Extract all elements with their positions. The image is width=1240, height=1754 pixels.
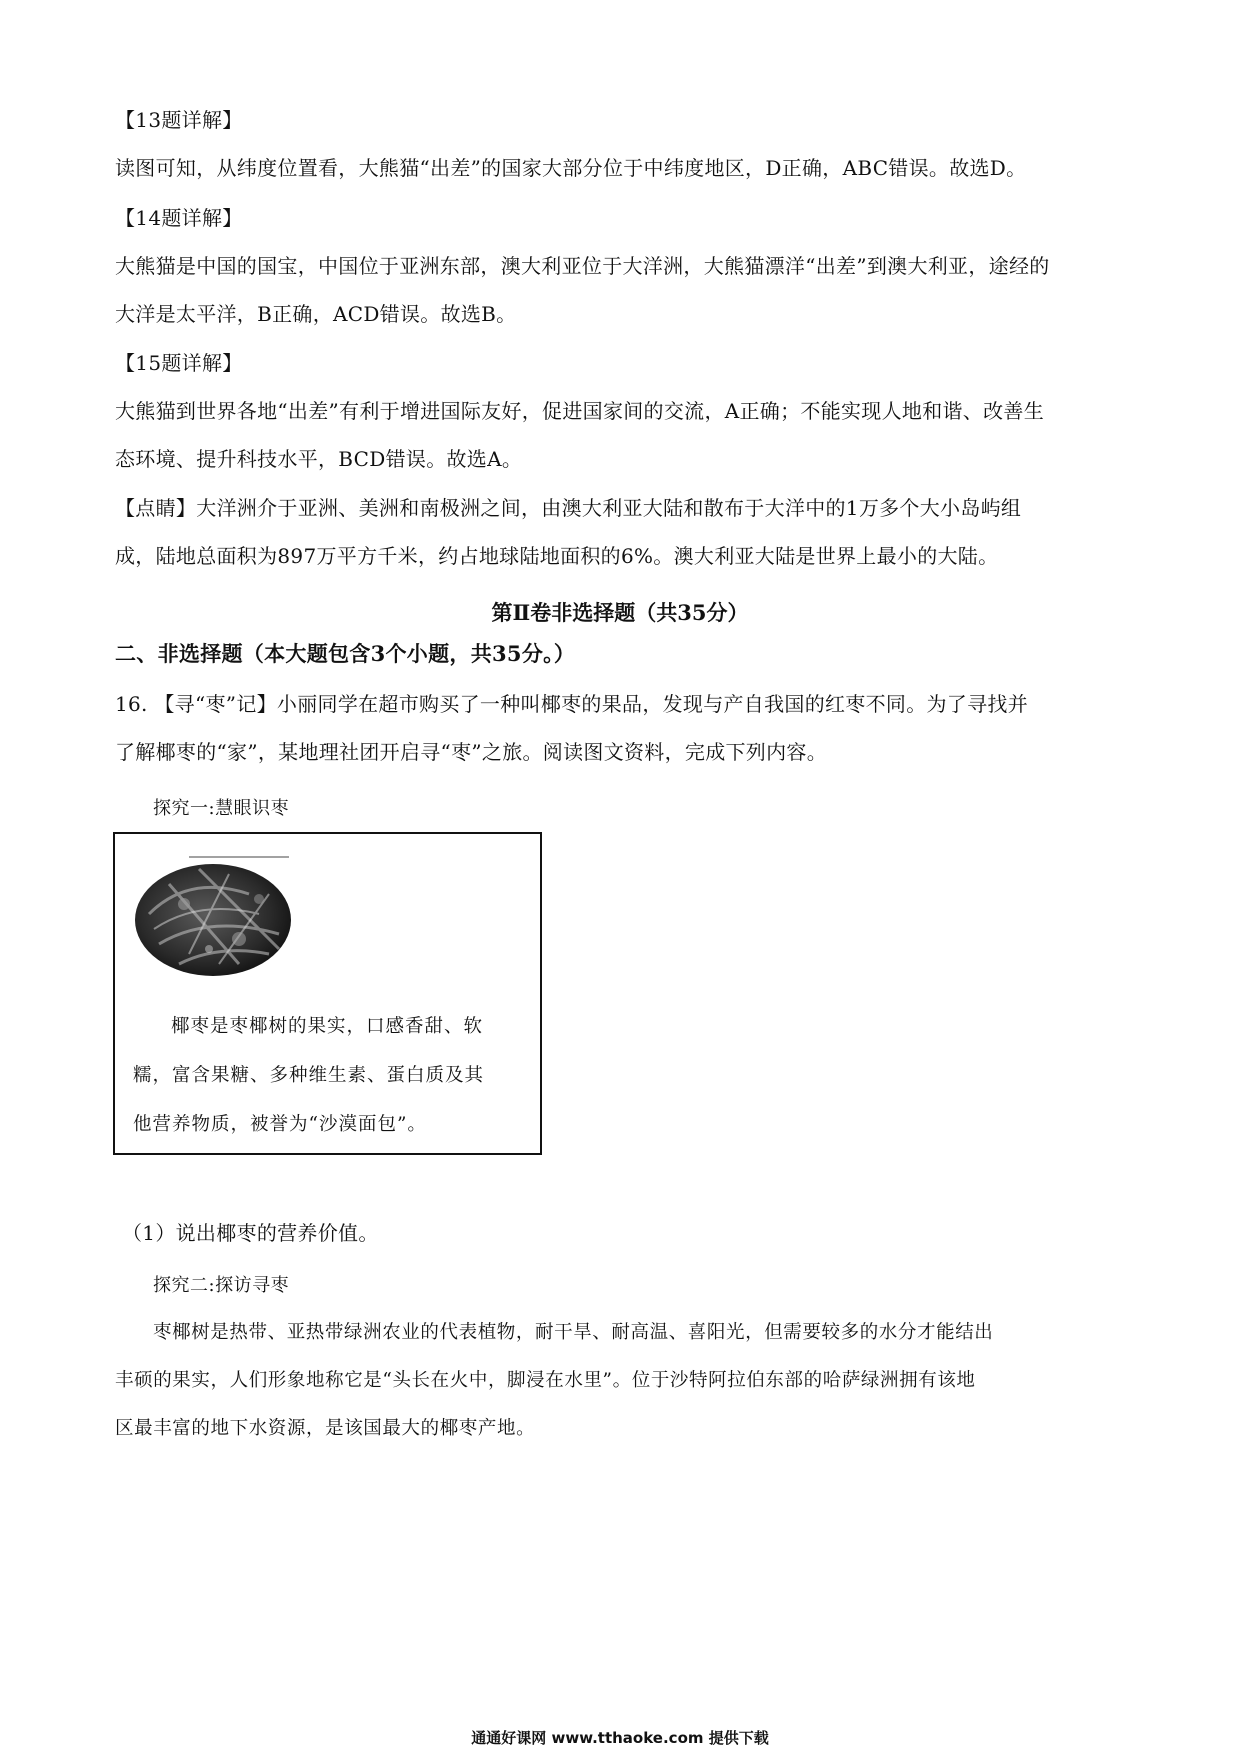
date-info-box: [113, 832, 542, 1155]
tip-line2: 成，陆地总面积为897万平方千米，约占地球陆地面积的6%。澳大利亚大陆是世界上最小的大陆。: [115, 544, 999, 568]
para2-line3: 区最丰富的地下水资源，是该国最大的椰枣产地。: [115, 1418, 536, 1439]
date-fruit-image: [129, 854, 293, 978]
footer: 通通好课网 www.tthaoke.com 提供下载: [471, 1729, 769, 1747]
question16-line1: 16. 【寻“枣”记】小丽同学在超市购买了一种叫椰枣的果品，发现与产自我国的红枣不同。为了寻找并: [115, 692, 1029, 716]
box-line1: 椰枣是枣椰树的果实，口感香甜、软: [171, 1016, 484, 1037]
answer-14-line1: 大熊猫是中国的国宝，中国位于亚洲东部，澳大利亚位于大洋洲，大熊猫漂洋“出差”到澳大利亚，途经的: [115, 254, 1050, 278]
heading-15: 【15题详解】: [115, 351, 243, 375]
para2-line1: 枣椰树是热带、亚热带绿洲农业的代表植物，耐干旱、耐高温、喜阳光，但需要较多的水分才能结出: [153, 1322, 994, 1343]
part-heading: 二、非选择题（本大题包含3个小题，共35分。）: [115, 641, 576, 666]
tip-line1: 【点睛】大洋洲介于亚洲、美洲和南极洲之间，由澳大利亚大陆和散布于大洋中的1万多个大小岛屿组: [115, 496, 1022, 520]
answer-15-line1: 大熊猫到世界各地“出差”有利于增进国际友好，促进国家间的交流，A正确；不能实现人地和谐、改善生: [115, 399, 1044, 423]
heading-13: 【13题详解】: [115, 108, 243, 132]
section-title: 第Ⅱ卷非选择题（共35分）: [491, 600, 749, 625]
box-line2: 糯，富含果糖、多种维生素、蛋白质及其: [133, 1065, 485, 1086]
box-line3: 他营养物质，被誉为“沙漠面包”。: [133, 1114, 427, 1135]
answer-13: 读图可知，从纬度位置看，大熊猫“出差”的国家大部分位于中纬度地区，D正确，ABC错误。故选D。: [115, 156, 1027, 180]
box-text: [133, 1002, 484, 1149]
question16-line2: 了解椰枣的“家”，某地理社团开启寻“枣”之旅。阅读图文资料，完成下列内容。: [115, 740, 827, 764]
answer-14-line2: 大洋是太平洋，B正确，ACD错误。故选B。: [115, 302, 517, 326]
para2-line2: 丰硕的果实，人们形象地称它是“头长在火中，脚浸在水里”。位于沙特阿拉伯东部的哈萨绿洲拥有该地: [115, 1370, 976, 1391]
heading-14: 【14题详解】: [115, 206, 243, 230]
explore-two-label: 探究二:探访寻枣: [153, 1275, 290, 1296]
answer-15-line2: 态环境、提升科技水平，BCD错误。故选A。: [115, 447, 523, 471]
sub-question-1: （1）说出椰枣的营养价值。: [122, 1221, 379, 1245]
explore-one-label: 探究一:慧眼识枣: [153, 798, 290, 819]
